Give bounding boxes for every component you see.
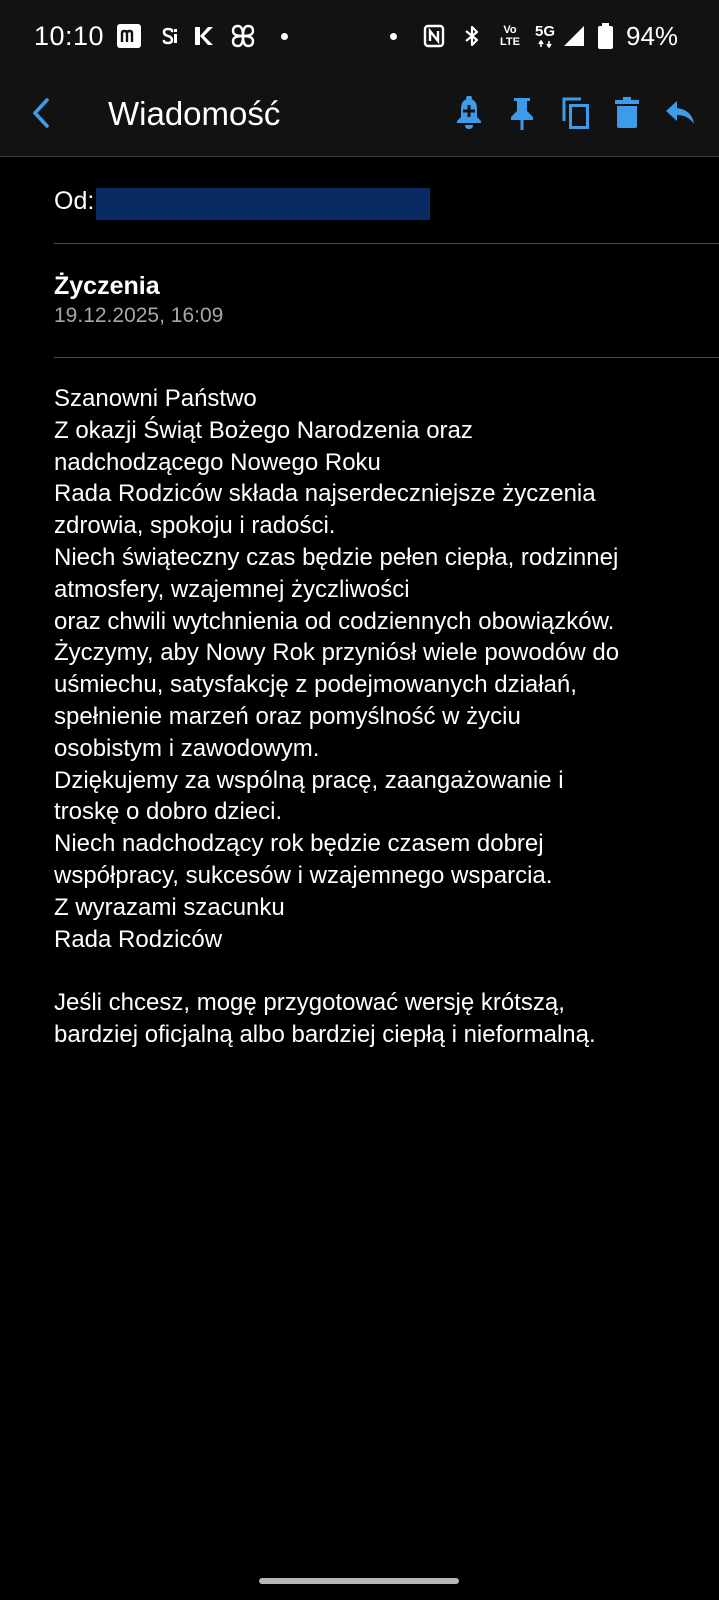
reply-icon bbox=[664, 99, 696, 127]
message-body-line: Rada Rodziców bbox=[54, 925, 223, 953]
message-body-line: Życzymy, aby Nowy Rok przyniósł wiele powodów do bbox=[54, 639, 620, 667]
from-label: Od: bbox=[54, 186, 95, 215]
notification-dot bbox=[281, 33, 288, 40]
chevron-left-icon bbox=[30, 97, 52, 129]
message-body-line: zdrowia, spokoju i radości. bbox=[54, 512, 336, 540]
message-body-line: spełnienie marzeń oraz pomyślność w życiu bbox=[54, 702, 521, 730]
pinwheel-app-icon bbox=[229, 22, 257, 50]
message-body-line: Niech świąteczny czas będzie pełen ciepła, rodzinnej bbox=[54, 543, 619, 571]
reply-button[interactable] bbox=[657, 90, 703, 136]
pin-button[interactable] bbox=[499, 90, 545, 136]
message-body-line: uśmiechu, satysfakcję z podejmowanych działań, bbox=[54, 671, 577, 699]
message-body-line: bardziej oficjalną albo bardziej ciepłą i nieformalną. bbox=[54, 1020, 596, 1048]
trash-icon bbox=[614, 97, 640, 129]
sender-redaction bbox=[96, 188, 430, 220]
back-button[interactable] bbox=[18, 90, 64, 136]
message-body-line: troskę o dobro dzieci. bbox=[54, 798, 283, 826]
page-title: Wiadomość bbox=[108, 95, 281, 132]
bluetooth-icon bbox=[460, 22, 484, 50]
status-bar bbox=[0, 0, 719, 74]
toolbar bbox=[0, 74, 719, 157]
message-body-line: Jeśli chcesz, mogę przygotować wersję krótszą, bbox=[54, 989, 565, 1017]
message-body-line: oraz chwili wytchnienia od codziennych obowiązków. bbox=[54, 607, 615, 635]
home-indicator[interactable] bbox=[259, 1578, 459, 1584]
volte-icon: Vo LTE bbox=[500, 24, 520, 48]
from-row bbox=[54, 179, 94, 223]
message-body-line: Z wyrazami szacunku bbox=[54, 893, 285, 921]
k-app-icon bbox=[192, 22, 216, 50]
status-time: 10:10 bbox=[34, 21, 105, 51]
message-body-line: Dziękujemy za wspólną pracę, zaangażowanie i bbox=[54, 766, 564, 794]
copy-icon bbox=[561, 96, 591, 130]
delete-button[interactable] bbox=[604, 90, 650, 136]
divider bbox=[54, 357, 719, 358]
copy-button[interactable] bbox=[553, 90, 599, 136]
message-body-line: współpracy, sukcesów i wzajemnego wsparcia. bbox=[54, 861, 553, 889]
message-body-line: Rada Rodziców składa najserdeczniejsze życzenia bbox=[54, 480, 596, 508]
bell-plus-icon bbox=[453, 96, 485, 130]
signal-icon bbox=[561, 22, 587, 50]
message-body-line: Szanowni Państwo bbox=[54, 385, 257, 412]
message-date: 19.12.2025, 16:09 bbox=[54, 304, 224, 327]
message-subject: Życzenia bbox=[54, 272, 160, 300]
message-body-line: Niech nadchodzący rok będzie czasem dobrej bbox=[54, 830, 544, 858]
nfc-icon bbox=[421, 22, 447, 50]
pin-icon bbox=[508, 96, 536, 130]
message-body-line: atmosfery, wzajemnej życzliwości bbox=[54, 575, 410, 603]
s-app-icon bbox=[158, 22, 180, 50]
divider bbox=[54, 243, 719, 244]
message-body-line bbox=[54, 955, 704, 987]
message-body-line: nadchodzącego Nowego Roku bbox=[54, 448, 381, 476]
message-body bbox=[54, 383, 704, 1051]
message-body-line: Z okazji Świąt Bożego Narodzenia oraz bbox=[54, 416, 473, 444]
battery-percentage: 94% bbox=[626, 21, 679, 51]
5g-icon: 5G bbox=[532, 22, 558, 50]
notification-dot bbox=[390, 33, 397, 40]
battery-icon bbox=[596, 22, 614, 50]
message-body-line: osobistym i zawodowym. bbox=[54, 734, 320, 762]
add-reminder-button[interactable] bbox=[446, 90, 492, 136]
m-app-icon bbox=[116, 22, 142, 50]
